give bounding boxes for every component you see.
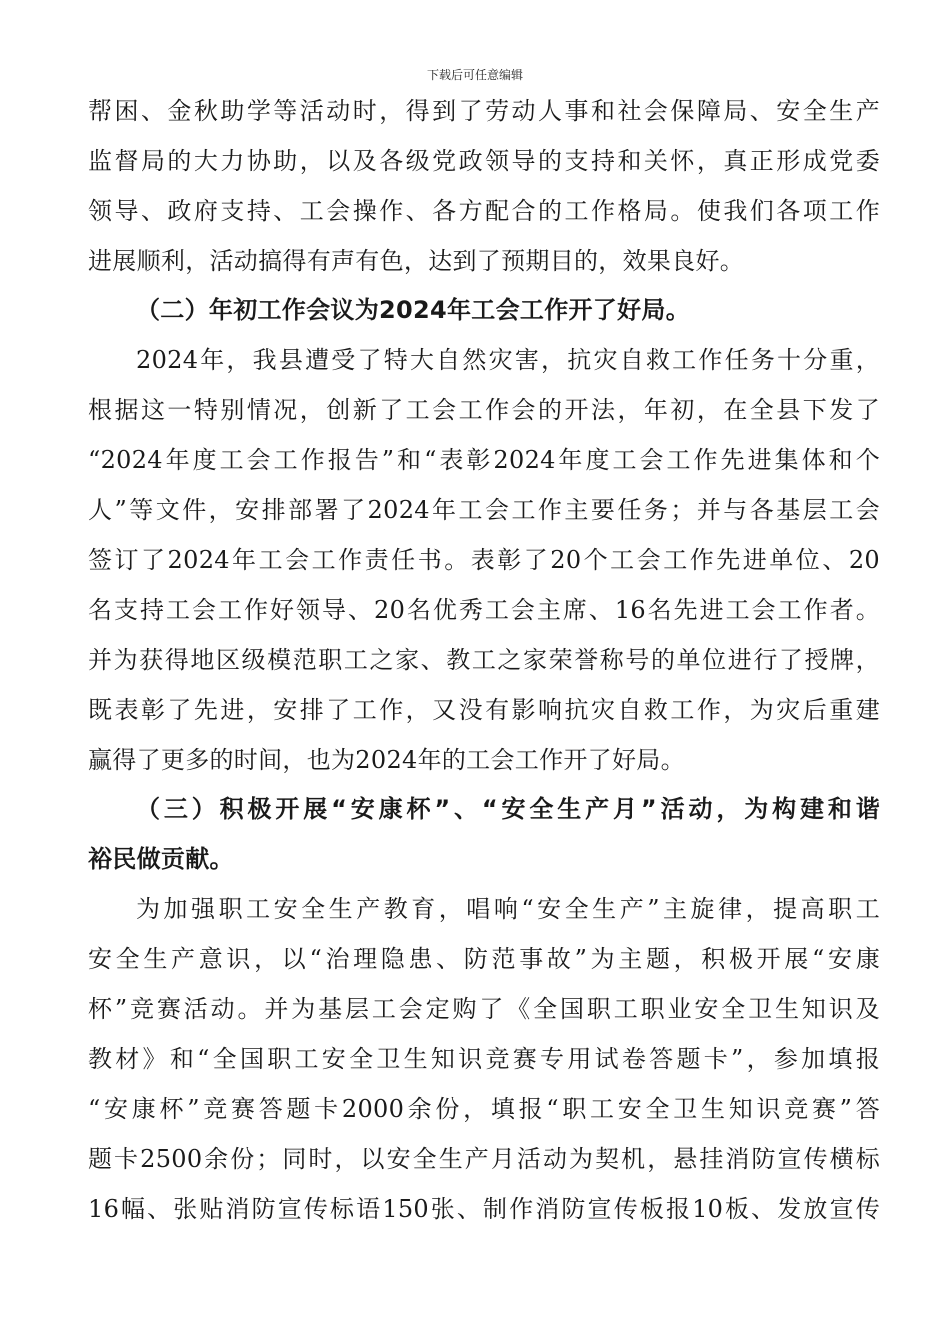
paragraph-line: 并为获得地区级模范职工之家、教工之家荣誉称号的单位进行了授牌， bbox=[88, 646, 880, 674]
paragraph-line: 签订了2024年工会工作责任书。表彰了20个工会工作先进单位、20 bbox=[88, 546, 880, 574]
paragraph-line: 既表彰了先进，安排了工作，又没有影响抗灾自救工作，为灾后重建 bbox=[88, 696, 880, 724]
paragraph-line: 进展顺利，活动搞得有声有色，达到了预期目的，效果良好。 bbox=[88, 247, 745, 275]
paragraph-line: 为加强职工安全生产教育，唱响“安全生产”主旋律，提高职工 bbox=[136, 895, 880, 923]
page-header: 下载后可任意编辑 bbox=[426, 68, 523, 82]
paragraph-line: 2024年，我县遭受了特大自然灾害，抗灾自救工作任务十分重， bbox=[136, 346, 880, 374]
paragraph-line: “安康杯”竞赛答题卡2000余份，填报“职工安全卫生知识竞赛”答 bbox=[88, 1095, 880, 1123]
paragraph-line: 监督局的大力协助，以及各级党政领导的支持和关怀，真正形成党委 bbox=[88, 147, 880, 175]
paragraph-line: 根据这一特别情况，创新了工会工作会的开法，年初，在全县下发了 bbox=[88, 396, 880, 424]
paragraph-line: 16幅、张贴消防宣传标语150张、制作消防宣传板报10板、发放宣传 bbox=[88, 1195, 880, 1223]
section-heading-2: （二）年初工作会议为2024年工会工作开了好局。 bbox=[136, 296, 690, 324]
paragraph-line: 安全生产意识，以“治理隐患、防范事故”为主题，积极开展“安康 bbox=[88, 945, 880, 973]
paragraph-line: “2024年度工会工作报告”和“表彰2024年度工会工作先进集体和个 bbox=[88, 446, 880, 474]
paragraph-line: 名支持工会工作好领导、20名优秀工会主席、16名先进工会工作者。 bbox=[88, 596, 880, 624]
section-heading-3: （三）积极开展“安康杯”、“安全生产月”活动，为构建和谐 bbox=[136, 795, 880, 823]
paragraph-line: 帮困、金秋助学等活动时，得到了劳动人事和社会保障局、安全生产 bbox=[88, 97, 880, 125]
paragraph-line: 领导、政府支持、工会操作、各方配合的工作格局。使我们各项工作 bbox=[88, 197, 880, 225]
section-heading-3-cont: 裕民做贡献。 bbox=[88, 845, 234, 873]
paragraph-line: 杯”竞赛活动。并为基层工会定购了《全国职工职业安全卫生知识及 bbox=[88, 995, 880, 1023]
paragraph-line: 赢得了更多的时间，也为2024年的工会工作开了好局。 bbox=[88, 746, 685, 774]
paragraph-line: 教材》和“全国职工安全卫生知识竞赛专用试卷答题卡”，参加填报 bbox=[88, 1045, 880, 1073]
paragraph-line: 题卡2500余份；同时，以安全生产月活动为契机，悬挂消防宣传横标 bbox=[88, 1145, 880, 1173]
paragraph-line: 人”等文件，安排部署了2024年工会工作主要任务；并与各基层工会 bbox=[88, 496, 880, 524]
